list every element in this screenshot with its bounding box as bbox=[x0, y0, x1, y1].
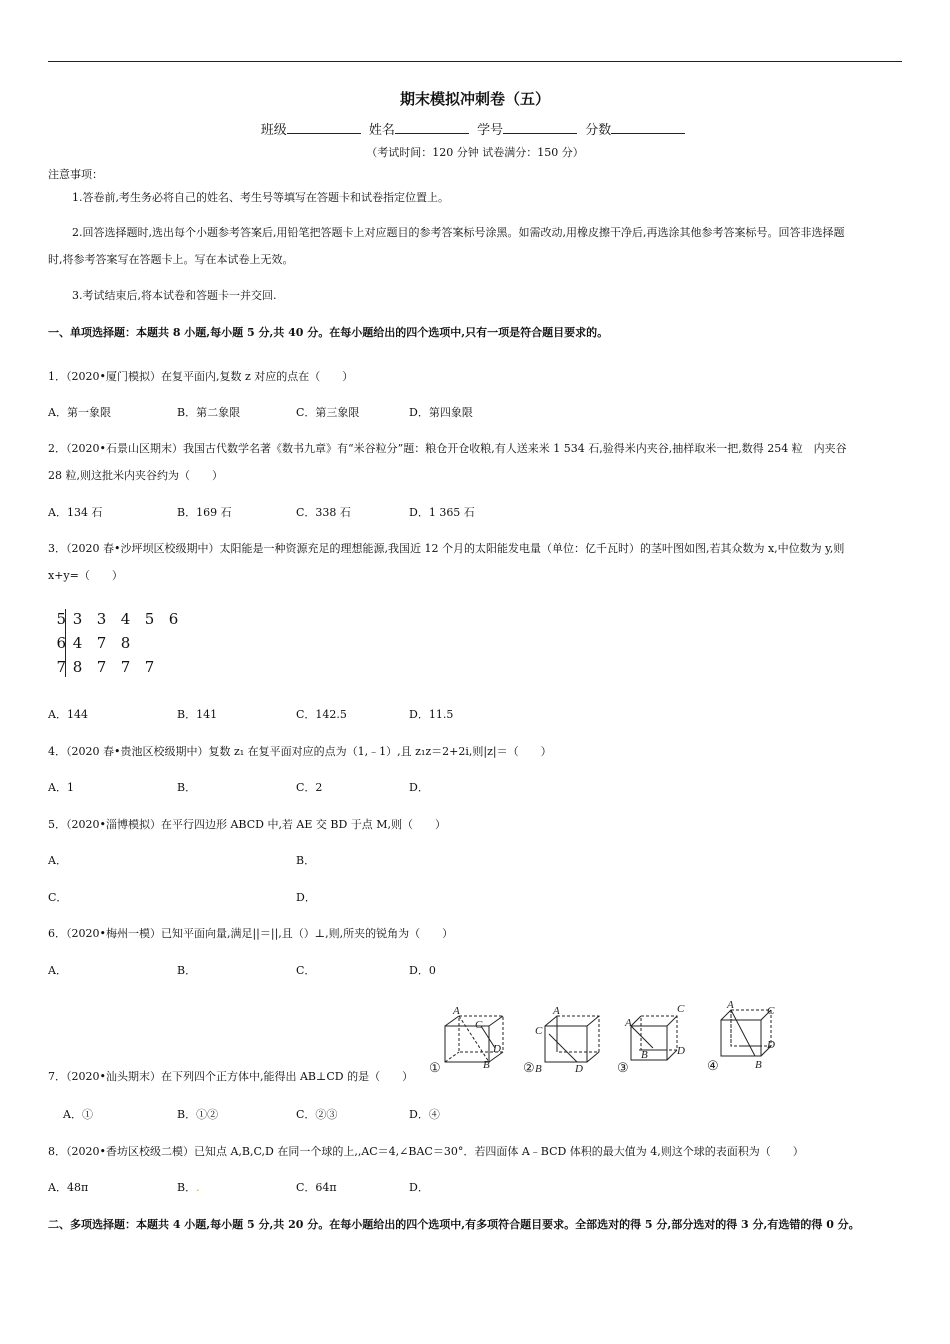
cube-label: A bbox=[553, 1005, 560, 1017]
q5-option-a[interactable]: A． bbox=[48, 854, 67, 867]
question-4-stem: 4．（2020 春•贵池区校级期中）复数 z₁ 在复平面对应的点为（1,﹣1）,且 z₁z＝2+2i,则|z|＝（ ） bbox=[48, 745, 552, 758]
q8-option-d[interactable]: D． bbox=[409, 1181, 429, 1194]
section-1-heading: 一、单项选择题：本题共 8 小题,每小题 5 分,共 40 分。在每小题给出的四个选项中,只有一项是符合题目要求的。 bbox=[48, 326, 609, 339]
q7-option-d[interactable]: D．④ bbox=[409, 1108, 440, 1121]
id-field[interactable] bbox=[503, 121, 577, 134]
leaf-value: 7 bbox=[96, 634, 107, 652]
leaf-value: 3 bbox=[72, 610, 83, 628]
stem-value: 5 bbox=[56, 610, 66, 628]
q4-option-d[interactable]: D． bbox=[409, 781, 429, 794]
cube-1 bbox=[429, 1005, 503, 1075]
cube-label: C bbox=[767, 1005, 775, 1017]
leaf-value: 4 bbox=[120, 610, 131, 628]
q1-option-b[interactable]: B．第二象限 bbox=[177, 406, 241, 419]
question-7-stem: 7．（2020•汕头期末）在下列四个正方体中,能得出 AB⊥CD 的是（ ） bbox=[48, 1070, 414, 1083]
q1-option-a[interactable]: A．第一象限 bbox=[48, 406, 111, 419]
figure-number: ① bbox=[429, 1060, 441, 1075]
figure-number: ④ bbox=[707, 1058, 719, 1073]
leaf-value: 7 bbox=[120, 658, 131, 676]
stem-leaf-row bbox=[54, 658, 169, 676]
section-2-heading: 二、多项选择题：本题共 4 小题,每小题 5 分,共 20 分。在每小题给出的四个选项中,有多项符合题目要求。全部选对的得 5 分,部分选对的得 3 分,有选错的得 0 分。 bbox=[48, 1218, 860, 1231]
q6-option-c[interactable]: C． bbox=[296, 964, 316, 977]
q7-option-b[interactable]: B．①② bbox=[177, 1108, 219, 1121]
name-field[interactable] bbox=[395, 121, 469, 134]
q5-option-d[interactable]: D． bbox=[296, 891, 316, 904]
note-2-line1: 2.回答选择题时,选出每个小题参考答案后,用铅笔把答题卡上对应题目的参考答案标号涂黑。如需改动,用橡皮擦干净后,再选涂其他参考答案标号。回答非选择题 bbox=[72, 226, 845, 239]
q1-option-c[interactable]: C．第三象限 bbox=[296, 406, 360, 419]
q4-option-c[interactable]: C．2 bbox=[296, 781, 323, 794]
q3-option-d[interactable]: D．11.5 bbox=[409, 708, 454, 721]
cube-figures bbox=[425, 998, 795, 1080]
q8-option-a[interactable]: A．48π bbox=[48, 1181, 89, 1194]
q8-option-c[interactable]: C．64π bbox=[296, 1181, 337, 1194]
stem-leaf-row bbox=[54, 634, 145, 652]
cube-label: C bbox=[677, 1003, 685, 1015]
cube-label: D bbox=[575, 1063, 583, 1075]
q1-option-d[interactable]: D．第四象限 bbox=[409, 406, 473, 419]
stem-value: 7 bbox=[56, 658, 66, 676]
student-info-line bbox=[0, 119, 950, 138]
q3-option-c[interactable]: C．142.5 bbox=[296, 708, 347, 721]
cube-label: A bbox=[625, 1017, 632, 1029]
note-2-line2: 时,将参考答案写在答题卡上。写在本试卷上无效。 bbox=[48, 253, 294, 266]
q2-option-b[interactable]: B．169 石 bbox=[177, 506, 232, 519]
note-3: 3.考试结束后,将本试卷和答题卡一并交回. bbox=[72, 289, 277, 302]
q5-option-b[interactable]: B． bbox=[296, 854, 316, 867]
cube-label: D bbox=[677, 1045, 685, 1057]
note-1: 1.答卷前,考生务必将自己的姓名、考生号等填写在答题卡和试卷指定位置上。 bbox=[72, 191, 449, 204]
q3-option-a[interactable]: A．144 bbox=[48, 708, 88, 721]
cube-label: A bbox=[727, 999, 734, 1011]
q6-option-d[interactable]: D．0 bbox=[409, 964, 436, 977]
figure-number: ③ bbox=[617, 1060, 629, 1075]
stem-value: 6 bbox=[56, 634, 66, 652]
cube-2 bbox=[523, 1005, 599, 1075]
q8-option-b-label: B． bbox=[177, 1181, 197, 1194]
q2-option-a[interactable]: A．134 石 bbox=[48, 506, 103, 519]
cube-label: D bbox=[493, 1043, 501, 1055]
q7-option-c[interactable]: C．②③ bbox=[296, 1108, 338, 1121]
placeholder-dot-icon: . bbox=[196, 1181, 200, 1194]
cube-label: B bbox=[755, 1059, 762, 1071]
question-6-stem: 6．（2020•梅州一模）已知平面向量,满足||＝||,且（）⊥,则,所夹的锐角为（ ） bbox=[48, 927, 454, 940]
name-label: 姓名 bbox=[368, 123, 395, 138]
question-8-stem: 8．（2020•香坊区校级二模）已知点 A,B,C,D 在同一个球的上,,AC＝4,∠BAC＝30°．若四面体 A﹣BCD 体积的最大值为 4,则这个球的表面积为（ ） bbox=[48, 1145, 804, 1158]
class-field[interactable] bbox=[287, 121, 361, 134]
cube-label: B bbox=[535, 1063, 542, 1075]
leaf-value: 3 bbox=[96, 610, 107, 628]
score-field[interactable] bbox=[611, 121, 685, 134]
question-2-line2: 28 粒,则这批米内夹谷约为（ ） bbox=[48, 469, 223, 482]
cube-label: B bbox=[641, 1049, 648, 1061]
question-2-line1: 2．（2020•石景山区期末）我国古代数学名著《数书九章》有“米谷粒分”题：粮仓开仓收粮,有人送来米 1 534 石,验得米内夹谷,抽样取米一把,数得 254 粒 内夹谷 bbox=[48, 442, 847, 455]
leaf-value: 4 bbox=[72, 634, 83, 652]
leaf-value: 7 bbox=[144, 658, 155, 676]
leaf-value: 7 bbox=[96, 658, 107, 676]
stem-leaf-row bbox=[54, 610, 193, 628]
cube-label: D bbox=[767, 1039, 775, 1051]
question-3-line2: x+y=（ ） bbox=[48, 569, 123, 582]
figure-number: ② bbox=[523, 1060, 535, 1075]
id-label: 学号 bbox=[477, 123, 504, 138]
leaf-value: 8 bbox=[72, 658, 83, 676]
time-note: （考试时间：120 分钟 试卷满分：150 分） bbox=[366, 146, 584, 159]
cube-label: A bbox=[453, 1005, 460, 1017]
q8-option-b[interactable] bbox=[177, 1179, 200, 1195]
notes-heading: 注意事项： bbox=[48, 168, 103, 181]
question-3-line1: 3．（2020 春•沙坪坝区校级期中）太阳能是一种资源充足的理想能源,我国近 12 个月的太阳能发电量（单位：亿千瓦时）的茎叶图如图,若其众数为 x,中位数为 y,则 bbox=[48, 542, 845, 555]
page-title: 期末模拟冲刺卷（五） bbox=[399, 90, 550, 108]
q2-option-d[interactable]: D．1 365 石 bbox=[409, 506, 475, 519]
class-label: 班级 bbox=[260, 123, 287, 138]
score-label: 分数 bbox=[585, 123, 612, 138]
leaf-value: 5 bbox=[144, 610, 155, 628]
cube-label: C bbox=[535, 1025, 543, 1037]
q7-option-a[interactable]: A．① bbox=[63, 1108, 93, 1121]
header-rule bbox=[48, 61, 902, 62]
cube-3 bbox=[617, 1003, 685, 1075]
q6-option-b[interactable]: B． bbox=[177, 964, 197, 977]
q5-option-c[interactable]: C． bbox=[48, 891, 68, 904]
leaf-value: 6 bbox=[168, 610, 179, 628]
q4-option-b[interactable]: B． bbox=[177, 781, 197, 794]
q2-option-c[interactable]: C．338 石 bbox=[296, 506, 351, 519]
question-5-stem: 5．（2020•淄博模拟）在平行四边形 ABCD 中,若 AE 交 BD 于点 M,则（ ） bbox=[48, 818, 447, 831]
question-1-stem: 1．（2020•厦门模拟）在复平面内,复数 z 对应的点在（ ） bbox=[48, 370, 354, 383]
q4-option-a[interactable]: A．1 bbox=[48, 781, 74, 794]
cube-label: B bbox=[483, 1059, 490, 1071]
q6-option-a[interactable]: A． bbox=[48, 964, 67, 977]
leaf-value: 8 bbox=[120, 634, 131, 652]
cube-label: C bbox=[475, 1019, 483, 1031]
cube-4 bbox=[707, 999, 775, 1073]
q3-option-b[interactable]: B．141 bbox=[177, 708, 218, 721]
